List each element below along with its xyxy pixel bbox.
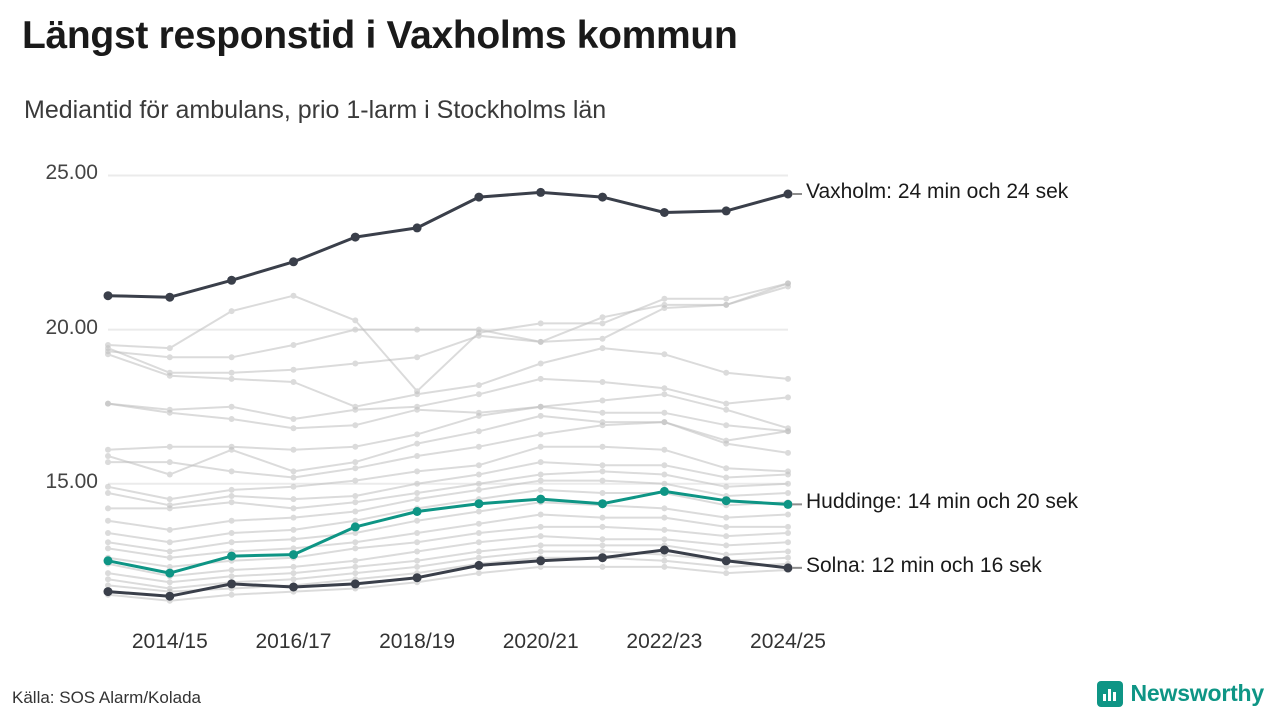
- annotation-label-solna: Solna: 12 min och 16 sek: [806, 553, 1042, 577]
- series-haninge: [105, 444, 791, 502]
- series-botkyrka: [105, 468, 791, 511]
- series-vaxholm: [104, 188, 793, 302]
- annotation-label-vaxholm: Vaxholm: 24 min och 24 sek: [806, 179, 1069, 203]
- bar-chart-icon: [1097, 681, 1123, 707]
- y-tick-label: 25.00: [45, 161, 98, 185]
- y-tick-label: 15.00: [45, 469, 98, 493]
- y-tick-label: 20.00: [45, 315, 98, 339]
- x-tick-label: 2016/17: [255, 630, 332, 653]
- logo-label: Newsworthy: [1130, 680, 1264, 706]
- series-ekerö: [105, 376, 791, 422]
- source-note: Källa: SOS Alarm/Kolada: [12, 688, 201, 707]
- x-tick-label: 2024/25: [750, 630, 826, 653]
- chart-subtitle: Mediantid för ambulans, prio 1-larm i Stockholms län: [24, 96, 607, 124]
- x-tick-label: 2014/15: [131, 630, 208, 653]
- x-tick-label: 2018/19: [379, 630, 456, 653]
- x-tick-label: 2022/23: [626, 630, 703, 653]
- x-tick-label: 2020/21: [502, 630, 579, 653]
- page-title: Längst responstid i Vaxholms kommun: [22, 14, 738, 57]
- newsworthy-logo: [1097, 680, 1264, 707]
- annotation-label-huddinge: Huddinge: 14 min och 20 sek: [806, 490, 1079, 514]
- series-nykvarn: [105, 280, 791, 360]
